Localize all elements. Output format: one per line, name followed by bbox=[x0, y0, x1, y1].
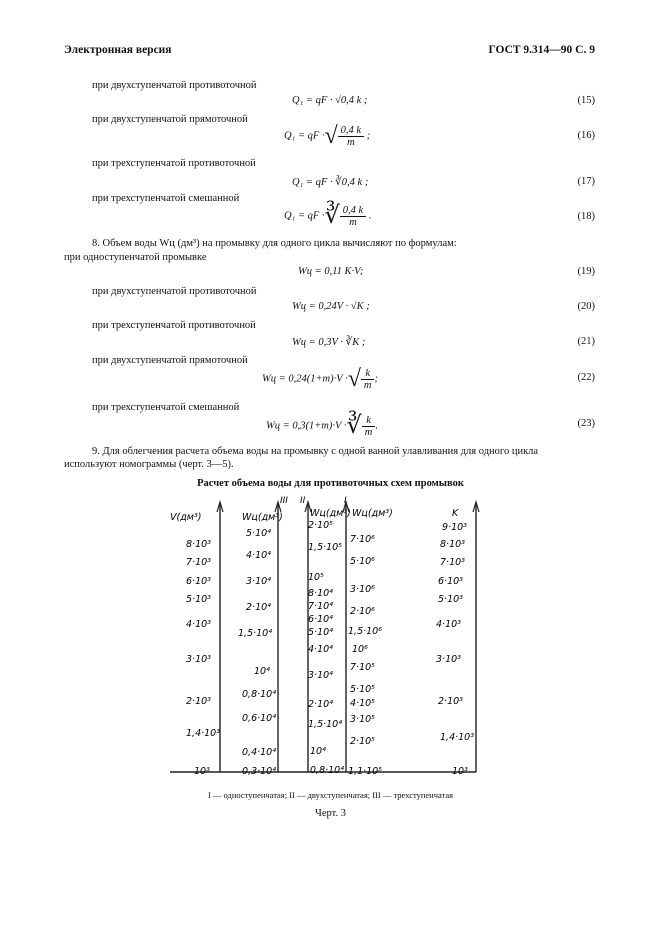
formula-23-number: (23) bbox=[577, 418, 595, 429]
v-tick: 3·10³ bbox=[186, 654, 211, 665]
w2-tick: 6·10⁴ bbox=[308, 614, 333, 625]
w3-tick: 0,3·10⁴ bbox=[242, 766, 277, 777]
k-tick: 7·10³ bbox=[440, 557, 465, 568]
formula-22-label: при двухступенчатой прямоточной bbox=[92, 355, 248, 366]
axis-v-label: V(дм³) bbox=[170, 512, 202, 523]
v-tick: 2·10³ bbox=[186, 696, 211, 707]
v-tick: 10³ bbox=[194, 766, 210, 777]
k-tick: 10³ bbox=[452, 766, 468, 777]
w3-tick: 0,6·10⁴ bbox=[242, 713, 277, 724]
formula-15-label: при двухступенчатой противоточной bbox=[92, 80, 257, 91]
formula-22: Wц = 0,24(1+m)·V ·√ $\frac{k}{m}$ ; bbox=[262, 366, 378, 392]
formula-21: Wц = 0,3V · ∛K ; bbox=[292, 337, 366, 348]
k-tick: 3·10³ bbox=[436, 654, 461, 665]
k-tick: 2·10³ bbox=[438, 696, 463, 707]
axis-w1-label: Wц(дм³) bbox=[352, 508, 393, 519]
w2-tick: 1,5·10⁴ bbox=[308, 719, 343, 730]
formula-18-number: (18) bbox=[577, 211, 595, 222]
k-tick: 8·10³ bbox=[440, 539, 465, 550]
w2-tick: 3·10⁴ bbox=[308, 670, 333, 681]
formula-20-number: (20) bbox=[577, 301, 595, 312]
w3-tick: 2·10⁴ bbox=[246, 602, 271, 613]
w1-tick: 10⁶ bbox=[352, 644, 368, 655]
axis-v-ticks bbox=[186, 539, 220, 777]
w3-tick: 0,4·10⁴ bbox=[242, 747, 277, 758]
formula-20-label: при двухступенчатой противоточной bbox=[92, 286, 257, 297]
w1-tick: 1,5·10⁶ bbox=[348, 626, 383, 637]
roman-iii: III bbox=[280, 496, 288, 506]
v-tick: 6·10³ bbox=[186, 576, 211, 587]
formula-23-label: при трехступенчатой смешанной bbox=[92, 402, 240, 413]
w3-tick: 4·10⁴ bbox=[246, 550, 271, 561]
figure-label: Черт. 3 bbox=[315, 808, 346, 819]
para-8-text: 8. Объем воды Wц (дм³) на промывку для одного цикла вычисляют по формулам: bbox=[92, 238, 457, 249]
w3-tick: 0,8·10⁴ bbox=[242, 689, 277, 700]
w3-tick: 3·10⁴ bbox=[246, 576, 271, 587]
nomogram bbox=[170, 492, 490, 782]
axis-k-ticks bbox=[436, 522, 474, 777]
para-9-line2: используют номограммы (черт. 3—5). bbox=[64, 459, 234, 470]
para-8-sub: при одноступенчатой промывке bbox=[64, 252, 207, 263]
formula-18-label: при трехступенчатой смешанной bbox=[92, 193, 240, 204]
w2-tick: 2·10⁵ bbox=[308, 520, 333, 531]
nomogram-caption: I — одноступенчатая; II — двухступенчатая; III — трехступенчатая bbox=[207, 790, 454, 800]
formula-21-label: при трехступенчатой противоточной bbox=[92, 320, 256, 331]
para-9-line1: 9. Для облегчения расчета объема воды на промывку с одной ванной улавливания для одного цикла bbox=[92, 446, 539, 457]
formula-18: Q₁ = qF ·∛ $\frac{0,4 k}{m}$ . bbox=[284, 203, 372, 229]
formula-16-label: при двухступенчатой прямоточной bbox=[92, 114, 248, 125]
w3-tick: 1,5·10⁴ bbox=[238, 628, 273, 639]
formula-21-number: (21) bbox=[577, 336, 595, 347]
axis-w2-ticks bbox=[308, 520, 344, 776]
w1-tick: 7·10⁶ bbox=[350, 534, 375, 545]
k-tick: 1,4·10³ bbox=[440, 732, 475, 743]
w3-tick: 10⁴ bbox=[254, 666, 270, 677]
w1-tick: 5·10⁵ bbox=[350, 684, 375, 695]
nomogram-title: Расчет объема воды для противоточных схем промывок bbox=[197, 478, 464, 489]
header-left: Электронная версия bbox=[64, 44, 172, 56]
w2-tick: 10⁴ bbox=[310, 746, 326, 757]
w2-tick: 7·10⁴ bbox=[308, 601, 333, 612]
w2-tick: 0,8·10⁴ bbox=[310, 765, 345, 776]
v-tick: 1,4·10³ bbox=[186, 728, 221, 739]
formula-17-number: (17) bbox=[577, 176, 595, 187]
formula-19-number: (19) bbox=[577, 266, 595, 277]
k-tick: 6·10³ bbox=[438, 576, 463, 587]
w1-tick: 2·10⁵ bbox=[350, 736, 375, 747]
v-tick: 7·10³ bbox=[186, 557, 211, 568]
formula-20: Wц = 0,24V · √K ; bbox=[292, 301, 370, 312]
w1-tick: 2·10⁶ bbox=[350, 606, 375, 617]
axis-w3-ticks bbox=[238, 528, 276, 777]
v-tick: 4·10³ bbox=[186, 619, 211, 630]
formula-16-number: (16) bbox=[577, 130, 595, 141]
w1-tick: 7·10⁵ bbox=[350, 662, 375, 673]
axis-k-label: K bbox=[452, 508, 459, 519]
k-tick: 9·10³ bbox=[442, 522, 467, 533]
w1-tick: 4·10⁵ bbox=[350, 698, 375, 709]
w1-tick: 1,1·10⁵ bbox=[348, 766, 383, 777]
axis-w2-label: Wц(дм³) bbox=[310, 508, 351, 519]
v-tick: 8·10³ bbox=[186, 539, 211, 550]
formula-23: Wц = 0,3(1+m)·V ·∛ $\frac{k}{m}$ . bbox=[266, 413, 378, 439]
w1-tick: 3·10⁶ bbox=[350, 584, 375, 595]
formula-16: Q₁ = qF ·√ $\frac{0,4 k}{m}$ ; bbox=[284, 123, 371, 149]
formula-19: Wц = 0,11 K·V; bbox=[298, 266, 364, 277]
formula-17-label: при трехступенчатой противоточной bbox=[92, 158, 256, 169]
roman-i: I bbox=[344, 496, 347, 506]
formula-22-number: (22) bbox=[577, 372, 595, 383]
w2-tick: 5·10⁴ bbox=[308, 627, 333, 638]
w2-tick: 1,5·10⁵ bbox=[308, 542, 343, 553]
formula-17: Q₁ = qF · ∛0,4 k ; bbox=[292, 177, 369, 188]
header-right: ГОСТ 9.314—90 С. 9 bbox=[488, 44, 595, 56]
w2-tick: 4·10⁴ bbox=[308, 644, 333, 655]
axis-w3-label: Wц(дм³) bbox=[242, 512, 283, 523]
roman-ii: II bbox=[300, 496, 306, 506]
formula-15-number: (15) bbox=[577, 95, 595, 106]
v-tick: 5·10³ bbox=[186, 594, 211, 605]
formula-15: Q₁ = qF · √0,4 k ; bbox=[292, 95, 368, 106]
w2-tick: 2·10⁴ bbox=[308, 699, 333, 710]
w1-tick: 3·10⁵ bbox=[350, 714, 375, 725]
w3-tick: 5·10⁴ bbox=[246, 528, 271, 539]
w1-tick: 5·10⁶ bbox=[350, 556, 375, 567]
k-tick: 5·10³ bbox=[438, 594, 463, 605]
k-tick: 4·10³ bbox=[436, 619, 461, 630]
w2-tick: 8·10⁴ bbox=[308, 588, 333, 599]
w2-tick: 10⁵ bbox=[308, 572, 324, 583]
axis-w1-ticks bbox=[348, 534, 382, 777]
